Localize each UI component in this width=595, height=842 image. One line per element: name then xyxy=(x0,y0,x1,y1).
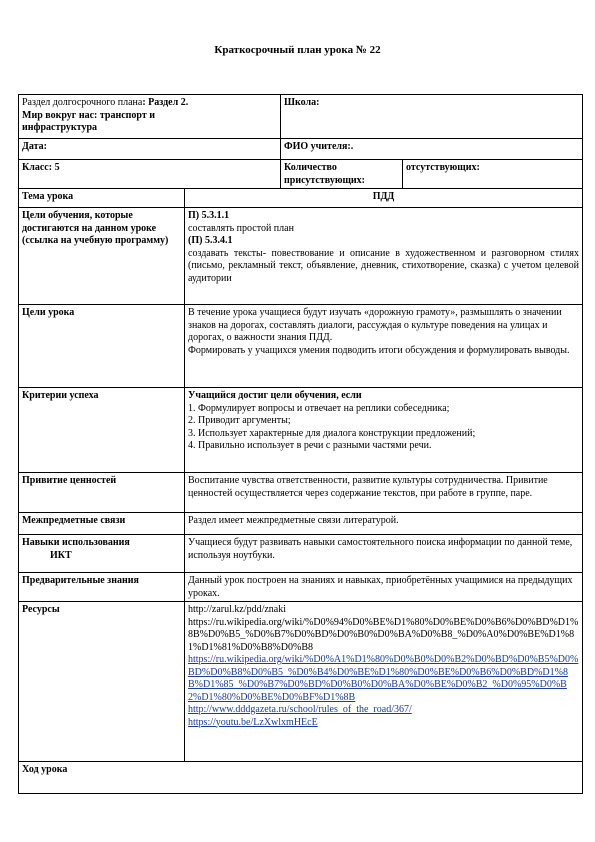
resource-link[interactable]: https://ru.wikipedia.org/wiki/%D0%A1%D1%80%D0%B0%D0%B2%D0%BD%D0%B5%D0%BD%D0%B8%D0%B5_%D0%B4%D0%BE%D1%80%D0%BE%D0%B6%D0%BD%D1%8B%D1%85_%D0%B7%D0%BD%D0%B0%D0%BA%D0%BE%D0%B2_%D0%95%D0%B2%D1%80%D0%BE%D0%BF%D1%8B xyxy=(188,654,579,703)
lesson-plan-table xyxy=(18,94,583,794)
row-prior xyxy=(19,573,583,602)
row-crosscurricular xyxy=(19,513,583,535)
resources-label: Ресурсы xyxy=(19,602,185,762)
objective-code-1: П) 5.3.1.1 xyxy=(188,210,230,221)
absent-cell: отсутствующих: xyxy=(403,160,583,189)
section-cell xyxy=(19,95,281,139)
section-value: : Раздел 2. xyxy=(142,97,189,108)
values-label: Привитие ценностей xyxy=(19,473,185,513)
resource-link[interactable]: http://www.dddgazeta.ru/school/rules_of_the_road/367/ xyxy=(188,704,412,715)
ict-text: Учащиеся будут развивать навыки самостоятельного поиска информации по данной теме, используя ноутбуки. xyxy=(185,535,583,573)
resource-link[interactable]: https://ru.wikipedia.org/wiki/%D0%94%D0%BE%D1%80%D0%BE%D0%B6%D0%BD%D1%8B%D0%B5_%D0%B7%D0%BD%D0%B0%D0%BA%D0%B8_%D0%A0%D0%BE%D1%81%D1%81%D0%B8%D0%B8 xyxy=(188,616,579,653)
resources-content xyxy=(185,602,583,762)
section-label: Раздел долгосрочного плана xyxy=(22,97,143,108)
goals-text-2: Формировать у учащихся умения подводить итоги обсуждения и формулировать выводы. xyxy=(188,344,570,356)
resource-link[interactable]: http://zarul.kz/pdd/znaki xyxy=(188,604,287,615)
ict-label-line2: ИКТ xyxy=(50,549,72,561)
date-cell: Дата: xyxy=(19,139,281,160)
present-cell: Количество присутствующих: xyxy=(281,160,403,189)
criteria-item: 2. Приводит аргументы; xyxy=(188,415,291,426)
objectives-content xyxy=(185,208,583,305)
row-criteria xyxy=(19,388,583,473)
objective-code-2: (П) 5.3.4.1 xyxy=(188,235,233,246)
objective-text-2: создавать тексты- повествование и описание в художественном и разговорном стилях (письмо, рекламный текст, объявление, дневник, стихотворение, сказка) с учетом целевой аудитории xyxy=(188,247,580,284)
crosscurricular-label: Межпредметные связи xyxy=(19,513,185,535)
row-values xyxy=(19,473,583,513)
row-resources xyxy=(19,602,583,762)
goals-text-1: В течение урока учащиеся будут изучать «дорожную грамоту», размышлять о значении знаков на дорогах, составлять диалоги, рассуждая о культуре поведения на улицах и дорогах, о важности знания ПДД. xyxy=(188,307,562,343)
criteria-content xyxy=(185,388,583,473)
progress-label: Ход урока xyxy=(19,762,583,794)
row-objectives xyxy=(19,208,583,305)
goals-label: Цели урока xyxy=(19,305,185,388)
criteria-item: 3. Использует характерные для диалога конструкции предложений; xyxy=(188,427,476,439)
criteria-label: Критерии успеха xyxy=(19,388,185,473)
goals-content xyxy=(185,305,583,388)
criteria-heading: Учащийся достиг цели обучения, если xyxy=(188,390,362,401)
prior-label: Предварительные знания xyxy=(19,573,185,602)
topic-label: Тема урока xyxy=(19,189,185,208)
values-text: Воспитание чувства ответственности, развитие культуры сотрудничества. Привитие ценностей осуществляется через содержание текстов, при работе в группе, паре. xyxy=(185,473,583,513)
resource-link[interactable]: https://youtu.be/LzXwlxmHEcE xyxy=(188,716,318,728)
crosscurricular-text: Раздел имеет межпредметные связи литературой. xyxy=(185,513,583,535)
class-cell: Класс: 5 xyxy=(19,160,281,189)
ict-label xyxy=(19,535,185,573)
row-date xyxy=(19,139,583,160)
prior-text: Данный урок построен на знаниях и навыках, приобретённых учащимися на предыдущих уроках. xyxy=(185,573,583,602)
objectives-label: Цели обучения, которые достигаются на данном уроке (ссылка на учебную программу) xyxy=(19,208,185,305)
page-title: Краткосрочный план урока № 22 xyxy=(214,44,381,56)
section-line2: Мир вокруг нас: транспорт и xyxy=(22,109,156,121)
teacher-cell: ФИО учителя:. xyxy=(281,139,583,160)
ict-label-line1: Навыки использования xyxy=(22,537,130,548)
school-cell: Школа: xyxy=(281,95,583,139)
row-class xyxy=(19,160,583,189)
row-section xyxy=(19,95,583,139)
row-topic xyxy=(19,189,583,208)
topic-value: ПДД xyxy=(185,189,583,208)
row-goals xyxy=(19,305,583,388)
criteria-item: 1. Формулирует вопросы и отвечает на реплики собеседника; xyxy=(188,402,450,414)
section-line3: инфраструктура xyxy=(22,122,98,133)
row-ict xyxy=(19,535,583,573)
objective-text-1: составлять простой план xyxy=(188,222,294,234)
criteria-item: 4. Правильно использует в речи с разными частями речи. xyxy=(188,440,432,451)
row-progress xyxy=(19,762,583,794)
